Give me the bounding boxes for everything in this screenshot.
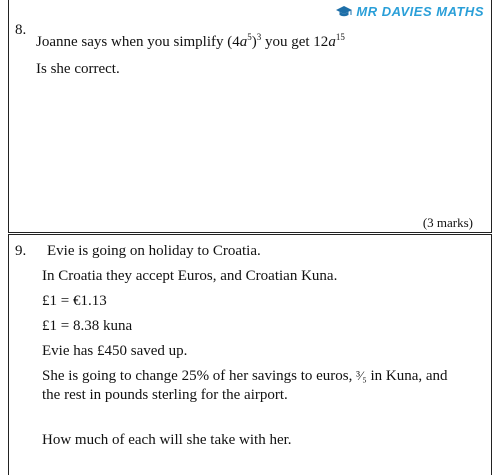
question-9-line-1: Evie is going on holiday to Croatia.	[47, 243, 261, 259]
question-8-box	[8, 0, 492, 233]
question-9-number: 9.	[15, 243, 27, 259]
question-8-statement: Joanne says when you simplify $(4a^5)^3$ you get $12a^{15}$	[36, 32, 345, 50]
question-9-exchange-kuna: £1 = 8.38 kuna	[42, 318, 133, 334]
question-9-question: How much of each will she take with her.	[42, 432, 292, 448]
question-9-line-6: She is going to change 25% of her savings to euros, ³⁄₅ in Kuna, and	[42, 368, 448, 384]
brand-name: MR DAVIES MATHS	[356, 4, 484, 19]
question-8-number: 8.	[15, 22, 27, 38]
question-9-box	[8, 234, 492, 475]
question-9-line-7: the rest in pounds sterling for the airport.	[42, 387, 288, 403]
question-8-marks: (3 marks)	[422, 215, 473, 230]
question-9-exchange-euro: £1 = €1.13	[42, 293, 107, 309]
question-8-prompt: Is she correct.	[36, 61, 120, 77]
question-9-savings: Evie has £450 saved up.	[42, 343, 188, 359]
question-9-line-2: In Croatia they accept Euros, and Croatian Kuna.	[42, 268, 338, 284]
